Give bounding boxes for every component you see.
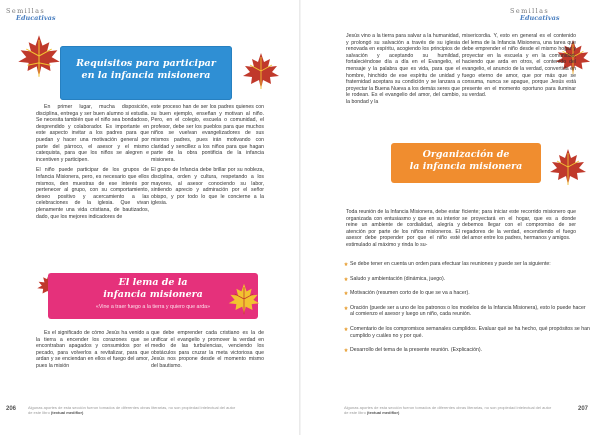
list-item-text: Se debe tener en cuenta un orden para efectuar las reuniones y puede ser la siguiente: <box>350 261 551 267</box>
maple-leaf-icon <box>548 147 588 187</box>
bullet-leaf-icon <box>344 291 348 295</box>
motto-column-2: que debe emprender cada cristiano es la de unificar el evangelio y promover la verdad en medio de las turbulencias, venciendo los obstáculos para cruzar la meta victoriosa que Jesús nos propone desde el momento mismo del bautismo. <box>151 330 264 369</box>
footer-note-left <box>28 405 238 415</box>
list-item <box>344 276 590 283</box>
meeting-order-list <box>344 261 590 354</box>
brand-logo <box>510 8 560 21</box>
brand-line2: Educativas <box>520 13 560 22</box>
organization-column-1: Toda reunión de la Infancia Misionera, debe estar organizada con entusiasmo y que en su interior reine un ambiente de cordialidad, alegría y atención por parte de los niños misioneros. El asesor debe propender por que el niño esté estimulado al máximo y rinda lo su- <box>346 209 460 248</box>
requirements-column-1 <box>36 104 149 220</box>
footer-text-left: Algunas aportes de esta sección fueron tomados de diferentes obras literarias, no son propiedad intelectual del autor de este libro <box>28 405 236 415</box>
motto-continued-column-1: Jesús vino a la tierra para salvar a la humanidad, y prolongó su salvación a través de su iglesia renovada en espíritu, acogiendo los principios de salvación y aceptando su humildad, fortaleciéndose día a día en el Evangelio, el mensaje y la palabra que es vida, para que el hombre, hinchido de ese espíritu de unidad y fraternidad aceptara su condición y se lanzara a proyectar la Buena Nueva a los demás seres que le rodean. Es el evangelio del amor, del cambio, la bondad y la <box>346 33 460 105</box>
list-item-text: Saludo y ambientación (dinámica, juego). <box>350 275 446 282</box>
brand-line1: Semillas <box>510 7 550 15</box>
list-item-text: Oración (puede ser a uno de los patronos o los modelos de la Infancia Misionera), esto lo puede hacer al comienzo el asesor y luego un niño, cada reunión. <box>350 304 586 318</box>
requirements-paragraph-3: este proceso han de ser los padres quienes con su buen ejemplo, enseñan y motivan al niño. Pero, en el colegio, escuela o comunidad, el profesor, debe ser los pueblos para que muchos niños se vuelvan evangelizadores de sus mismos padres, pues irán motivando con claridad y sencillez a los niños para que hagan parte de la obra pontificia de la infancia misionera. <box>151 104 264 163</box>
footer-note-right <box>344 405 554 415</box>
requirements-heading-banner <box>60 46 232 100</box>
requirements-column-2 <box>151 104 264 207</box>
bullet-leaf-icon <box>344 306 348 310</box>
page-number-right: 207 <box>578 406 589 412</box>
list-item-text: Desarrollo del tema de la presente reunión. (Explicación). <box>350 347 483 354</box>
requirements-heading-line1: Requisitos para participar <box>76 58 216 69</box>
list-item <box>344 261 590 268</box>
list-item <box>344 347 590 354</box>
right-page <box>300 0 600 435</box>
brand-line2: Educativas <box>16 13 56 22</box>
motto-heading-line2: infancia misionera <box>103 289 203 300</box>
bullet-leaf-icon <box>344 277 348 281</box>
bullet-leaf-icon <box>344 327 348 331</box>
list-item-text: Comentario de los compromisos semanales cumplidos. Evaluar qué se ha hecho, qué propósitos se han cumplido y cuáles no y por qué. <box>350 325 590 339</box>
requirements-paragraph-4: El grupo de Infancia debe brillar por su nobleza, disciplina, orden y cultura, respetando a los mayores, al asesor conociendo su labor, sintiendo aprecio y admiración por el señor obispo, y por todo lo que le concierne a la iglesia. <box>151 167 264 207</box>
motto-quote: «Vine a traer fuego a la tierra y quiero que arda» <box>95 304 211 310</box>
list-item <box>344 326 590 339</box>
page-number-left: 206 <box>6 406 17 412</box>
organization-heading-line1: Organización de <box>422 149 510 160</box>
maple-leaf-icon <box>241 51 281 91</box>
footer-bold-left: (textual mediflor) <box>50 410 84 415</box>
organization-heading-banner <box>391 143 541 183</box>
requirements-paragraph-1: En primer lugar, mucha disposición, disciplina, entrega y ser buen alumno si estudia. Se necesita también que el niño sea bondadoso, desprendido y colaborador. Es importante en este aspecto invitar a los padres para que puedan y hacer una motivación general por parte del párroco, el asesor y el mismo catequista, para que los niños se alegren e incentiven y participen. <box>36 104 149 163</box>
bullet-leaf-icon <box>344 262 348 266</box>
motto-column-1: Es el significado de cómo Jesús ha venido a la tierra a encender los corazones que se encontraban apagados y consumidos por el pecado, para volverlos a revitalizar, para que ardan y se enciendan en ellos el fuego del amor, pues la misión <box>36 330 149 369</box>
requirements-paragraph-2: El niño puede participar de los grupos de Infancia Misionera, pero, es necesario que ellos mismos, den muestras de ese interés por pertenecer al grupo, con su comportamiento, deseo positivo y acercamiento a las celebraciones de la iglesia. Que vivan plenamente una vida cristiana, de bautizados, dado, que los mejores indicadores de <box>36 167 149 220</box>
motto-heading-line1: El lema de la <box>118 277 188 288</box>
footer-bold-right: (textual mediflor) <box>366 410 400 415</box>
list-item-text: Motivación (resumen corto de lo que se va a hacer). <box>350 290 470 297</box>
brand-line1: Semillas <box>6 7 46 15</box>
organization-heading-line2: la infancia misionera <box>409 161 523 172</box>
maple-leaf-icon <box>16 33 62 79</box>
brand-logo <box>6 8 56 21</box>
motto-continued-column-2: misericordia. Y, esto en general es el contenido del lema de la Infancia Misionera, una tarea que debe emprender el niño desde el mismo hogar y proyectar en la escuela y en la comunidad, haciendo que arda en otros, el contenido del evangelio, el anuncio de la verdad, convertida en fuego eterno de amor, que por más que se consuma, nunca se apague, porque Jesús está presente en el momento oportuno para iluminar su verdad. <box>462 33 576 99</box>
footer-text-right: Algunas aportes de esta sección fueron tomados de diferentes obras literarias, no son propiedad intelectual del autor de este libro <box>344 405 552 415</box>
list-item <box>344 290 590 297</box>
bullet-leaf-icon <box>344 348 348 352</box>
organization-column-2: ficiente; para iniciar este recorrido misionero que se proyectará en el hogar, que es a donde debemos llegar con el compromiso de ser regadores de la verdad, encendiendo el fuego del amor entre los padres, hermanos y amigos. <box>462 209 576 242</box>
list-item <box>344 305 590 318</box>
requirements-heading-line2: en la infancia misionera <box>81 70 211 81</box>
maple-leaf-icon <box>227 282 261 316</box>
